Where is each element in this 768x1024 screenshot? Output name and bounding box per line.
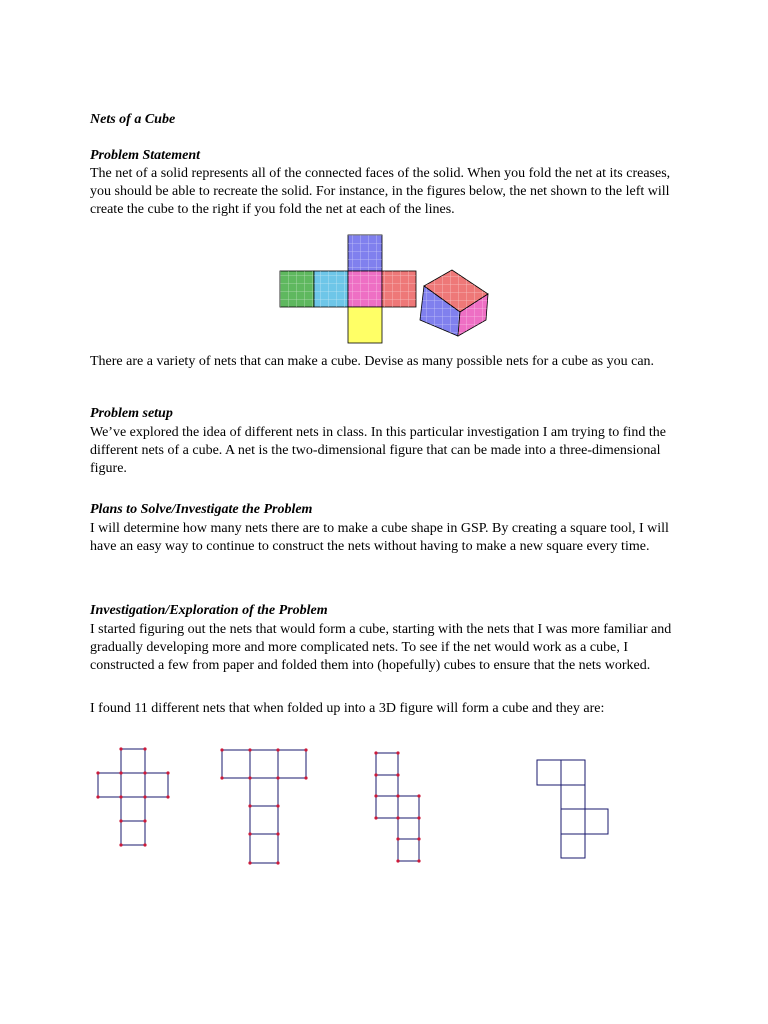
plans-heading: Plans to Solve/Investigate the Problem: [90, 502, 313, 517]
plans-text: I will determine how many nets there are to make a cube shape in GSP. By creating a square tool, I will have an easy way to continue to construct the nets without having to make a new square every time.: [90, 521, 669, 554]
document-title: Nets of a Cube: [90, 112, 176, 127]
investigation-result: I found 11 different nets that when folded up into a 3D figure will form a cube and they are:: [90, 701, 605, 716]
problem-setup-text: We’ve explored the idea of different nets in class. In this particular investigation I am trying to find the different nets of a cube. A net is the two-dimensional figure that can be made into a three-dimensional figure.: [90, 425, 666, 476]
problem-setup-heading: Problem setup: [90, 406, 173, 421]
investigation-text: I started figuring out the nets that would form a cube, starting with the nets that I was more familiar and gradually developing more and more complicated nets. To see if the net would work as a cube, I constructed a few from paper and folded them into (hopefully) cubes to ensure that the nets worked.: [90, 622, 672, 673]
net-face-bottom: [348, 307, 382, 343]
colored-cube-net-figure: [280, 235, 420, 345]
problem-statement-text: The net of a solid represents all of the connected faces of the solid. When you fold the net at its creases, you should be able to recreate the solid. For instance, in the figures below, the net shown to the left will create the cube to the right if you fold the net at each of the lines.: [90, 166, 671, 217]
problem-statement-heading: Problem Statement: [90, 148, 201, 163]
investigation-heading: Investigation/Exploration of the Problem: [90, 603, 328, 618]
cube-net-4: [534, 756, 614, 866]
cube-net-3: [372, 749, 432, 874]
cube-net-1: [96, 746, 176, 851]
folded-cube-figure: [418, 268, 498, 338]
cube-net-2: [219, 746, 309, 871]
problem-statement-followup: There are a variety of nets that can make a cube. Devise as many possible nets for a cube as you can.: [90, 354, 655, 369]
